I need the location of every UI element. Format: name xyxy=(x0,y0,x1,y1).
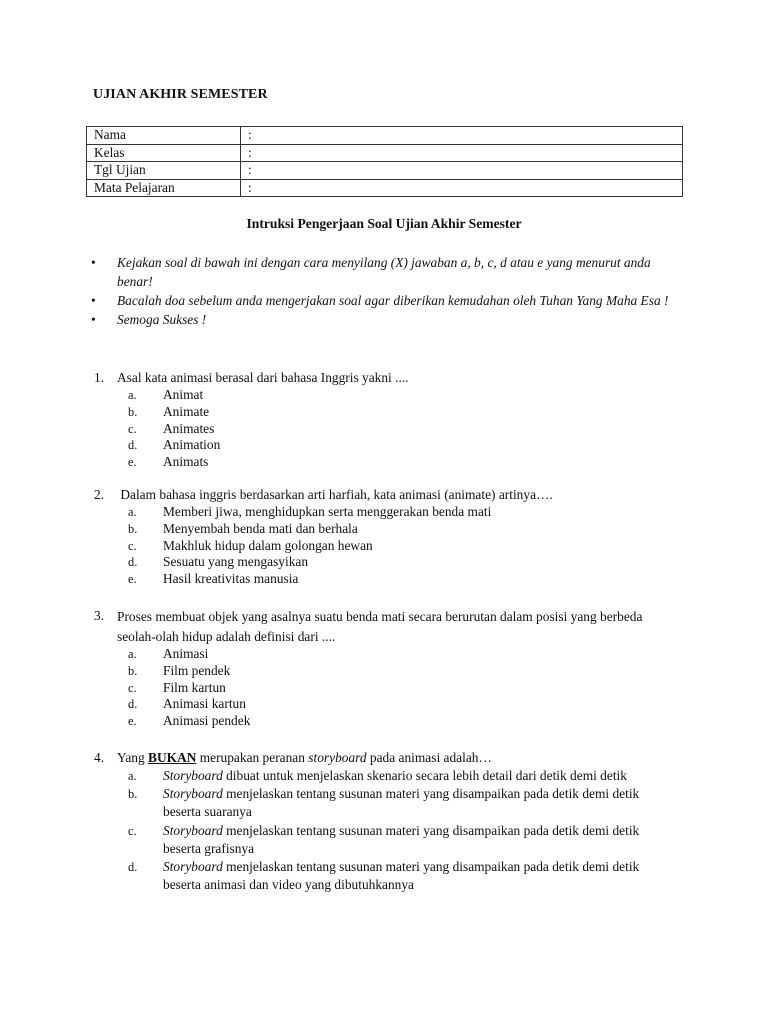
info-label: Nama xyxy=(87,127,241,145)
question-3 xyxy=(94,607,694,730)
option-text: menjelaskan tentang susunan materi yang disampaikan pada detik demi detik beserta grafisnya xyxy=(163,822,640,856)
option-text: Film pendek xyxy=(163,662,231,678)
info-label: Tgl Ujian xyxy=(87,162,241,180)
option-italic: Storyboard xyxy=(163,859,223,875)
option-text: menjelaskan tentang susunan materi yang disampaikan pada detik demi detik beserta animasi dan video yang dibutuhkannya xyxy=(163,859,640,893)
option-text: Animat xyxy=(163,387,204,402)
option-d[interactable] xyxy=(94,858,654,894)
question-number: 3. xyxy=(94,608,105,623)
option-letter: a. xyxy=(128,769,137,783)
option-list xyxy=(94,767,654,894)
info-row-nama xyxy=(87,127,683,145)
option-letter: e. xyxy=(128,455,137,470)
option-text: Film kartun xyxy=(163,679,226,695)
option-italic: Storyboard xyxy=(163,822,223,838)
option-d[interactable] xyxy=(94,696,694,713)
option-d[interactable] xyxy=(94,554,694,571)
option-letter: d. xyxy=(128,860,138,875)
option-italic: Storyboard xyxy=(163,786,223,802)
option-text: menjelaskan tentang susunan materi yang disampaikan pada detik demi detik beserta suaranya xyxy=(163,786,640,820)
info-label: Mata Pelajaran xyxy=(87,179,241,197)
option-e[interactable] xyxy=(94,713,694,730)
question-1 xyxy=(94,369,694,471)
question-text xyxy=(117,749,694,767)
bullet-icon: • xyxy=(91,255,96,270)
instruction-text: Bacalah doa sebelum anda mengerjakan soal agar diberikan kemudahan oleh Tuhan Yang Maha Esa ! xyxy=(117,293,669,308)
bullet-icon: • xyxy=(91,312,96,327)
option-letter: c. xyxy=(128,823,137,838)
question-text-part: pada animasi adalah… xyxy=(366,750,492,765)
question-italic: storyboard xyxy=(308,750,367,765)
info-label: Kelas xyxy=(87,144,241,162)
option-text: Animasi pendek xyxy=(163,713,251,729)
option-b[interactable] xyxy=(94,521,694,538)
bullet-icon: • xyxy=(91,293,96,308)
info-value: : xyxy=(241,144,683,162)
option-text: Makhluk hidup dalam golongan hewan xyxy=(163,537,373,553)
option-text: Animasi xyxy=(163,646,209,661)
question-number: 1. xyxy=(94,370,105,385)
option-e[interactable] xyxy=(94,454,694,471)
option-list xyxy=(94,504,694,588)
question-text: Proses membuat objek yang asalnya suatu benda mati secara berurutan dalam posisi yang berbeda seolah-olah hidup adalah definisi dari .... xyxy=(117,609,643,644)
option-text: Animasi kartun xyxy=(163,696,246,712)
instruction-item xyxy=(86,253,686,291)
option-text: Sesuatu yang mengasyikan xyxy=(163,554,309,570)
option-text: Menyembah benda mati dan berhala xyxy=(163,520,358,536)
option-a[interactable] xyxy=(94,646,694,663)
option-d[interactable] xyxy=(94,437,694,454)
option-b[interactable] xyxy=(94,663,694,680)
option-b[interactable] xyxy=(94,785,654,821)
option-text: Animation xyxy=(163,437,221,453)
option-letter: b. xyxy=(128,663,138,678)
option-letter: c. xyxy=(128,680,137,695)
option-letter: b. xyxy=(128,787,138,802)
question-emphasis: BUKAN xyxy=(148,750,197,765)
question-number: 2. xyxy=(94,487,105,502)
option-e[interactable] xyxy=(94,571,694,588)
option-text: dibuat untuk menjelaskan skenario secara lebih detail dari detik demi detik xyxy=(222,768,627,783)
option-letter: d. xyxy=(128,697,138,712)
option-letter: d. xyxy=(128,555,138,570)
instruction-item xyxy=(86,291,686,310)
option-c[interactable] xyxy=(94,822,654,858)
instructions-title: Intruksi Pengerjaan Soal Ujian Akhir Semester xyxy=(246,216,522,231)
info-value: : xyxy=(241,127,683,145)
option-italic: Storyboard xyxy=(163,768,223,783)
option-text: Hasil kreativitas manusia xyxy=(163,571,299,587)
question-number: 4. xyxy=(94,750,105,765)
option-b[interactable] xyxy=(94,404,694,421)
option-text: Animates xyxy=(163,420,215,436)
option-letter: a. xyxy=(128,388,137,402)
question-text: Asal kata animasi berasal dari bahasa Inggris yakni .... xyxy=(117,370,409,385)
option-letter: a. xyxy=(128,505,137,519)
option-letter: e. xyxy=(128,714,137,729)
instruction-text: Kejakan soal di bawah ini dengan cara menyilang (X) jawaban a, b, c, d atau e yang menurut anda benar! xyxy=(117,255,651,289)
student-info-table xyxy=(86,126,683,197)
option-text: Memberi jiwa, menghidupkan serta menggerakan benda mati xyxy=(163,504,492,519)
info-value: : xyxy=(241,179,683,197)
option-list xyxy=(94,387,694,471)
option-letter: c. xyxy=(128,538,137,553)
info-row-mata-pelajaran xyxy=(87,179,683,197)
option-c[interactable] xyxy=(94,421,694,438)
info-row-tgl-ujian xyxy=(87,162,683,180)
option-text: Animats xyxy=(163,454,209,470)
question-text: Dalam bahasa inggris berdasarkan arti harfiah, kata animasi (animate) artinya…. xyxy=(117,487,553,502)
question-2 xyxy=(94,486,694,588)
option-text: Animate xyxy=(163,403,210,419)
option-a[interactable] xyxy=(94,504,694,521)
option-letter: c. xyxy=(128,421,137,436)
option-c[interactable] xyxy=(94,538,694,555)
page-title: UJIAN AKHIR SEMESTER xyxy=(93,87,268,102)
option-a[interactable] xyxy=(94,767,654,785)
info-value: : xyxy=(241,162,683,180)
option-letter: b. xyxy=(128,404,138,419)
instruction-text: Semoga Sukses ! xyxy=(117,312,207,327)
option-list xyxy=(94,646,694,730)
option-letter: b. xyxy=(128,521,138,536)
option-c[interactable] xyxy=(94,680,694,697)
question-text-part: Yang xyxy=(117,750,149,765)
question-text-part: merupakan peranan xyxy=(196,750,309,765)
instructions-list xyxy=(86,253,686,329)
instruction-item xyxy=(86,310,686,329)
info-row-kelas xyxy=(87,144,683,162)
question-4 xyxy=(94,749,694,894)
option-a[interactable] xyxy=(94,387,694,404)
option-letter: a. xyxy=(128,647,137,661)
option-letter: d. xyxy=(128,438,138,453)
option-letter: e. xyxy=(128,572,137,587)
